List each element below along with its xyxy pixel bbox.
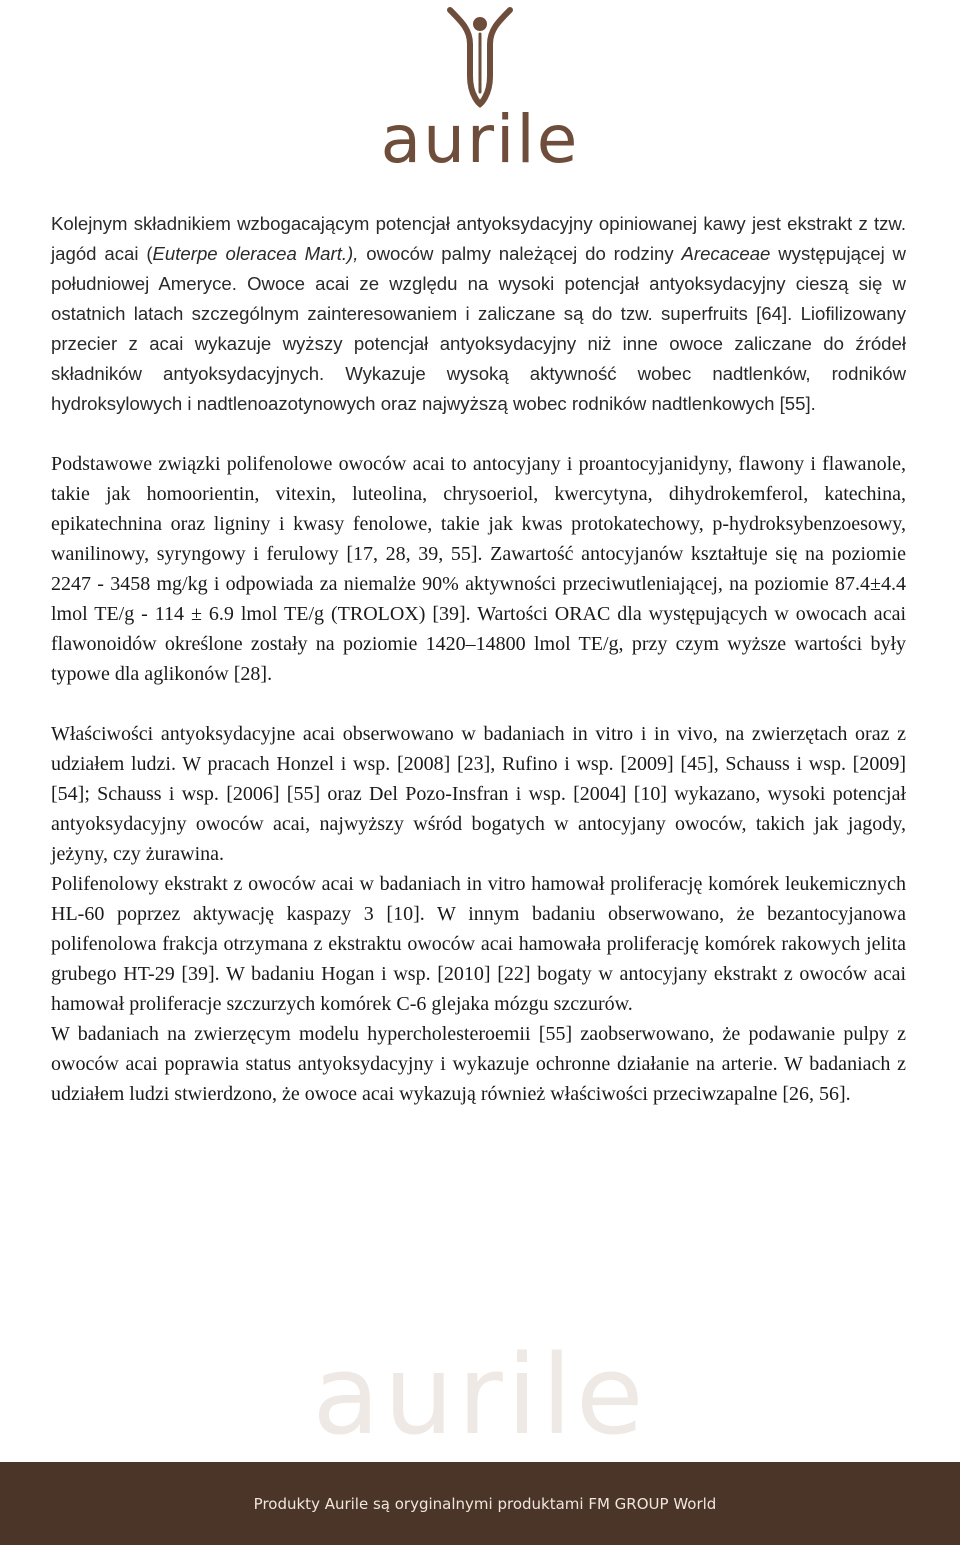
brand-watermark: aurile [312,1331,648,1459]
aurile-emblem-icon [440,4,520,114]
latin-family: Arecaceae [681,243,771,264]
document-body [51,209,906,1109]
text-span: owoców palmy należącej do rodziny [358,243,682,264]
footer-banner [0,1462,960,1545]
paragraph-antioxidant-studies: Właściwości antyoksydacyjne acai obserwowano w badaniach in vitro i in vivo, na zwierzętach oraz z udziałem ludzi. W pracach Honzel i wsp. [2008] [23], Rufino i wsp. [2009] [45], Schauss i wsp. [2009] [54]; Schauss i wsp. [2006] [55] oraz Del Pozo-Insfran i wsp. [2004] [10] wykazano, wysoki potencjał antyoksydacyjny owoców acai, najwyższy wśród bogatych w antocyjany owoców, takich jak jagody, jeżyny, czy żurawina. [51,723,906,865]
paragraph-animal-model: W badaniach na zwierzęcym modelu hypercholesteroemii [55] zaobserwowano, że podawanie pulpy z owoców acai poprawia status antyoksydacyjny i wykazuje ochronne działanie na arterie. W badaniach z udziałem ludzi stwierdzono, że owoce acai wykazują również właściwości przeciwzapalne [26, 56]. [51,1023,906,1105]
brand-logo-text: aurile [380,101,580,178]
footer-text: Produkty Aurile są oryginalnymi produktami FM GROUP World [253,1494,717,1513]
text-span: występującej w południowej Ameryce. Owoce acai ze względu na wysoki potencjał antyoksydacyjny cieszą się w ostatnich latach szczególnym zainteresowaniem i zaliczane są do tzw. superfruits [64]. Liofilizowany przecier z acai wykazuje wyższy potencjał antyoksydacyjny niż inne owoce zaliczane do źródeł składników antyoksydacyjnych. Wykazuje wysoką aktywność wobec nadtlenków, rodników hydroksylowych i nadtlenoazotynowych oraz najwyższą wobec rodników nadtlenkowych [55]. [51,243,906,414]
spacer [51,689,906,719]
paragraph-acai-intro [51,209,906,419]
header-logo [0,0,960,185]
latin-name: Euterpe oleracea Mart.), [152,243,359,264]
paragraph-proliferation: Polifenolowy ekstrakt z owoców acai w badaniach in vitro hamował proliferację komórek leukemicznych HL-60 poprzez aktywację kaspazy 3 [10]. W innym badaniu obserwowano, że bezantocyjanowa polifenolowa frakcja otrzymana z ekstraktu owoców acai hamowała proliferację komórek rakowych jelita grubego HT-29 [39]. W badaniu Hogan i wsp. [2010] [22] bogaty w antocyjany ekstrakt z owoców acai hamował proliferacje szczurzych komórek C-6 glejaka mózgu szczurów. [51,873,906,1015]
spacer [51,419,906,449]
paragraph-polyphenols: Podstawowe związki polifenolowe owoców acai to antocyjany i proantocyjanidyny, flawony i flawanole, takie jak homoorientin, vitexin, luteolina, chrysoeriol, kwercytyna, dihydrokemferol, katechina, epikatechnina oraz ligniny i kwasy fenolowe, takie jak kwas protokatechowy, p-hydroksybenzoesowy, wanilinowy, syryngowy i ferulowy [17, 28, 39, 55]. Zawartość antocyjanów kształtuje się na poziomie 2247 - 3458 mg/kg i odpowiada za niemalże 90% aktywności przeciwutleniającej, na poziomie 87.4±4.4 lmol TE/g - 114 ± 6.9 lmol TE/g (TROLOX) [39]. Wartości ORAC dla występujących w owocach acai flawonoidów określone zostały na poziomie 1420–14800 lmol TE/g, przy czym wyższe wartości były typowe dla aglikonów [28]. [51,453,906,685]
text-span: Kolejnym składnikiem wzbogacającym potencjał antyoksydacyjny opiniowanej kawy jest ekstrakt z tzw. jagód acai ( [51,213,906,264]
